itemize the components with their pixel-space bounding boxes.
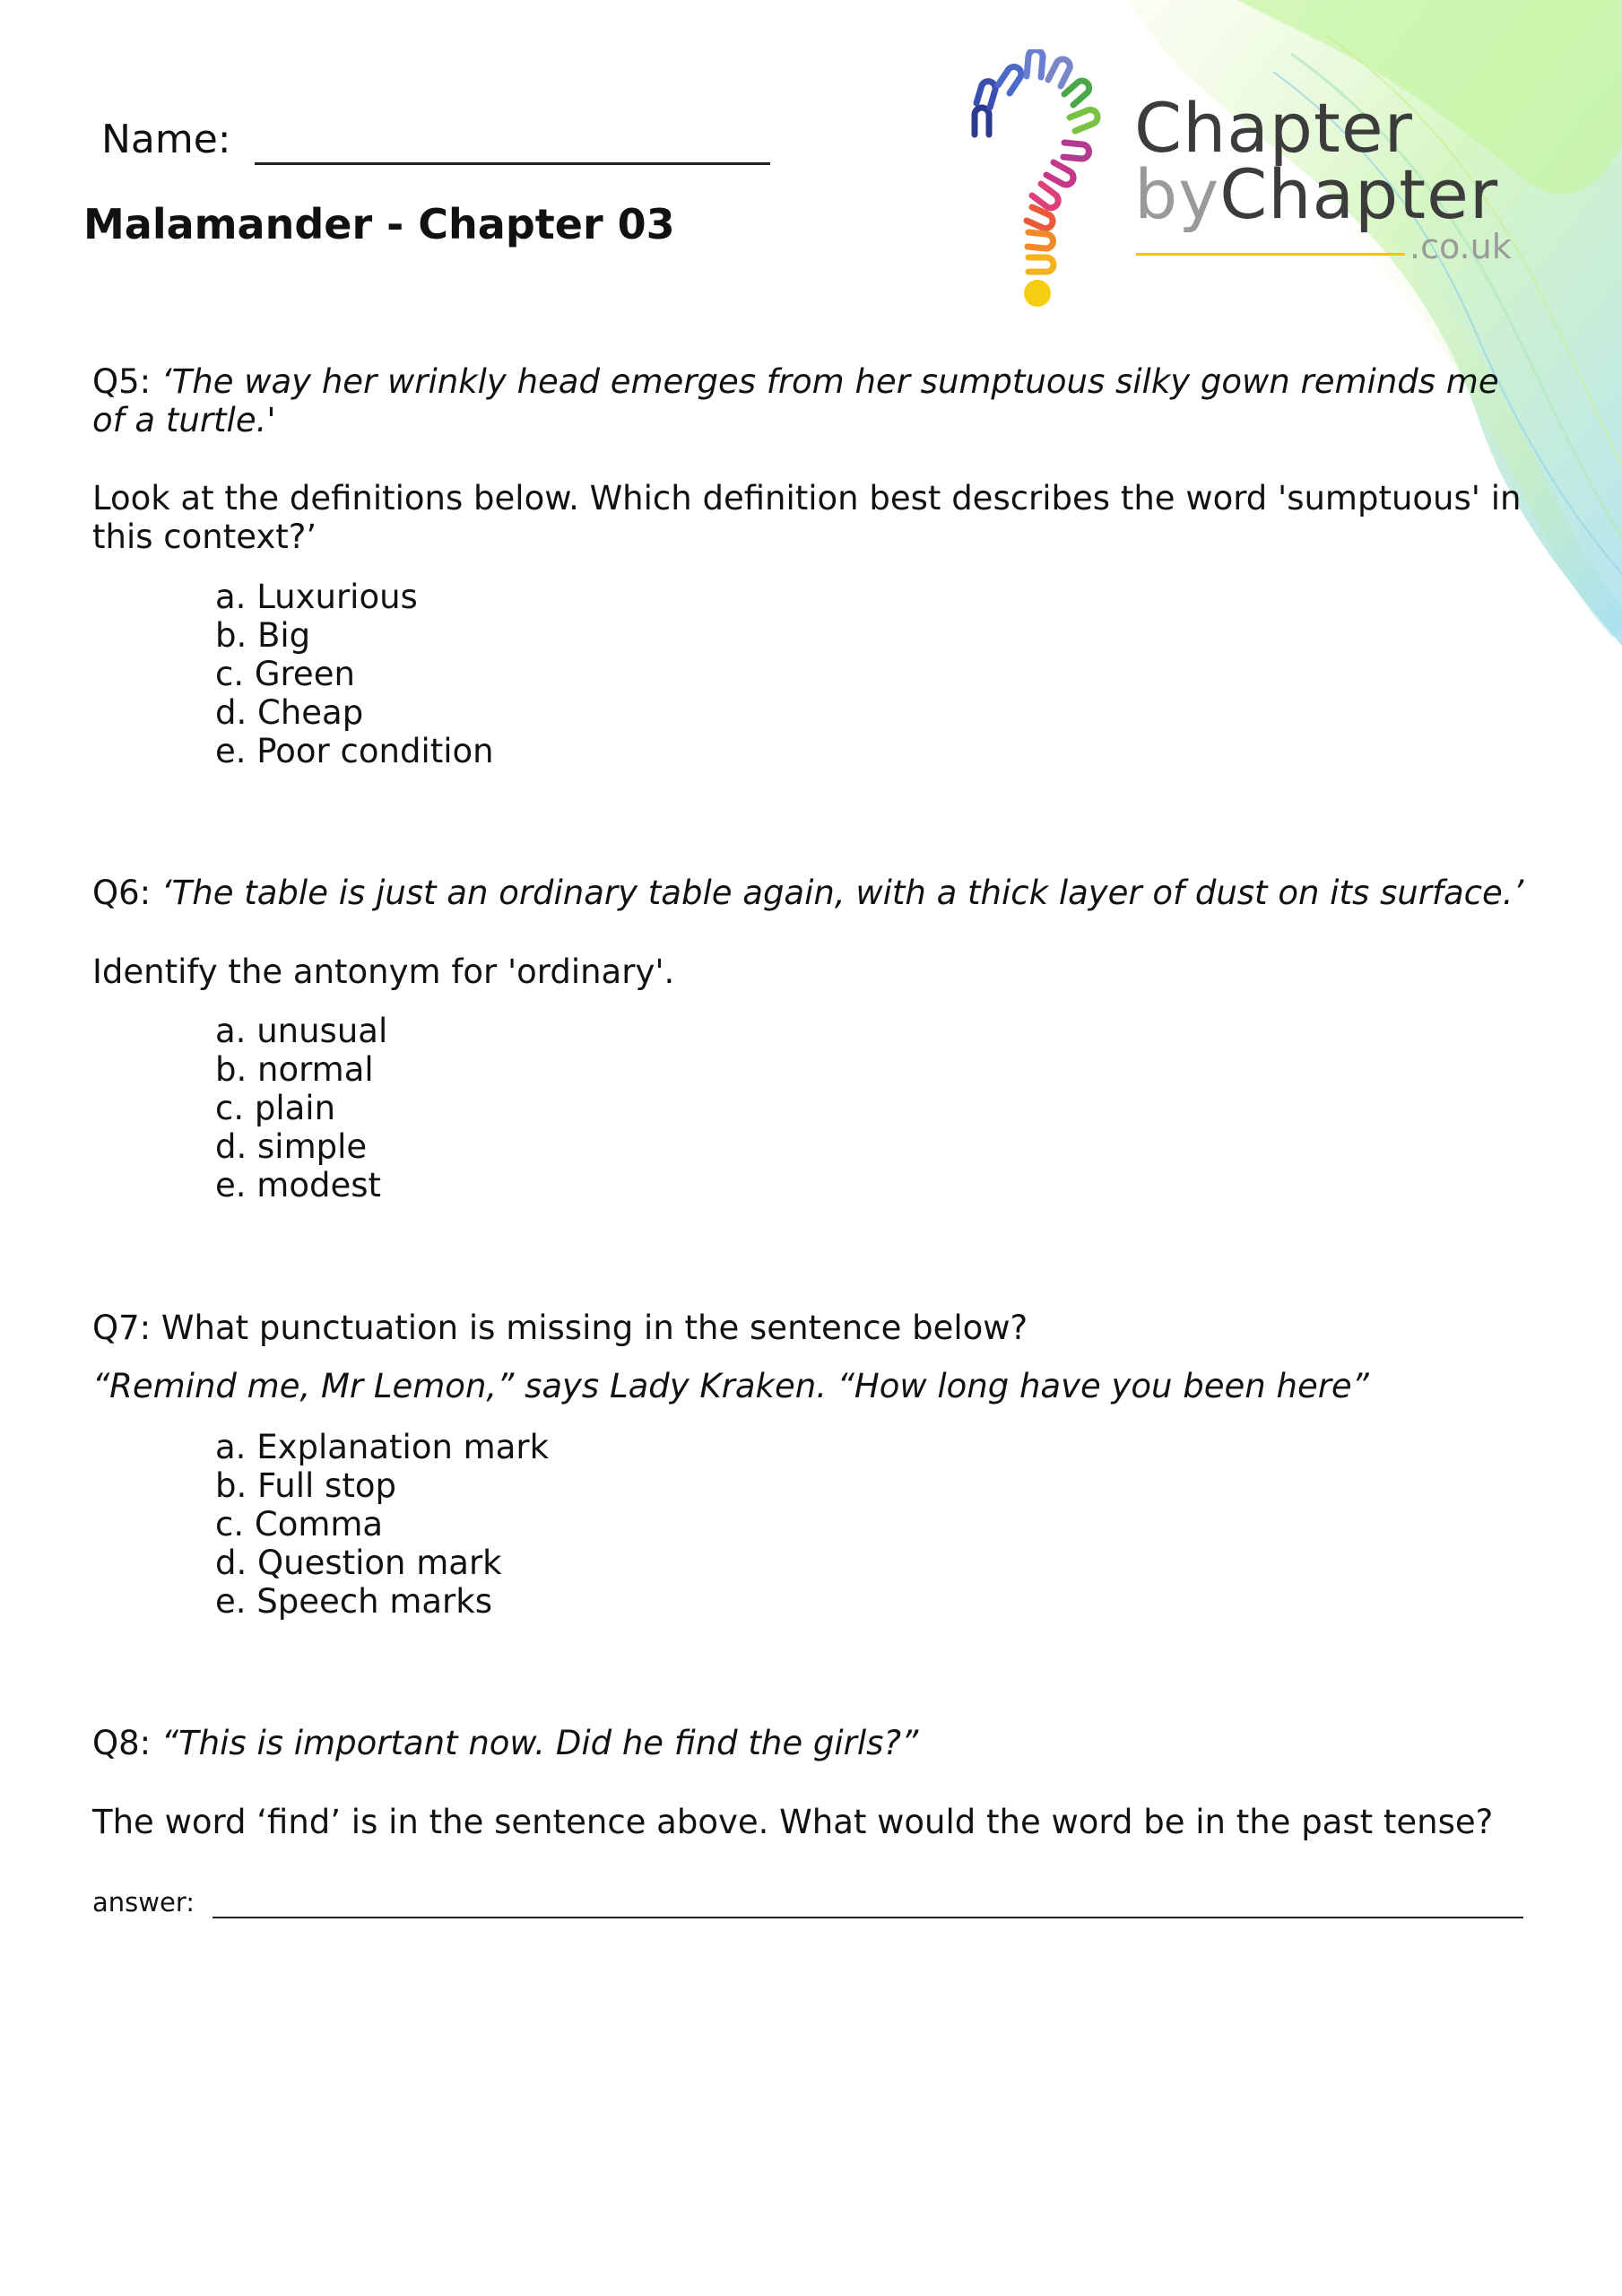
page-title: Malamander - Chapter 03 [83, 200, 675, 248]
logo-wordmark-line2 [1134, 154, 1499, 234]
question-quote: ‘The table is just an ordinary table again, with a thick layer of dust on its surface.’ [160, 874, 1524, 912]
question-7-quote: “Remind me, Mr Lemon,” says Lady Kraken. “How long have you been here” [92, 1367, 1369, 1405]
chapter-by-chapter-logo [964, 49, 1538, 318]
question-8-prompt: The word ‘find’ is in the sentence above. What would the word be in the past tense? [92, 1803, 1494, 1841]
logo-by: by [1134, 154, 1220, 234]
option-b[interactable]: b. Full stop [215, 1466, 396, 1505]
question-6-prompt: Identify the antonym for 'ordinary'. [92, 952, 675, 991]
option-e[interactable]: e. Speech marks [215, 1582, 492, 1621]
option-a[interactable]: a. unusual [215, 1012, 388, 1050]
option-a[interactable]: a. Luxurious [215, 578, 418, 616]
name-label: Name: [101, 117, 231, 162]
question-8 [92, 1724, 1527, 1762]
question-5 [92, 362, 1527, 439]
question-number: Q7: [92, 1309, 152, 1347]
logo-domain: .co.uk [1409, 227, 1512, 266]
option-a[interactable]: a. Explanation mark [215, 1428, 550, 1466]
question-7-options [215, 1428, 549, 1621]
answer-label: answer: [92, 1887, 195, 1918]
question-number: Q6: [92, 874, 152, 912]
answer-row [92, 1886, 1523, 1918]
question-number: Q8: [92, 1724, 152, 1762]
option-c[interactable]: c. Green [215, 655, 355, 693]
question-quote: ‘The way her wrinkly head emerges from her sumptuous silky gown reminds me of a turtle.' [92, 362, 1499, 439]
question-number: Q5: [92, 362, 152, 401]
name-input-line[interactable] [255, 117, 770, 165]
question-5-options [215, 578, 494, 770]
option-b[interactable]: b. Big [215, 616, 311, 655]
option-e[interactable]: e. modest [215, 1166, 381, 1205]
logo-chapter: Chapter [1219, 154, 1499, 234]
question-quote: “This is important now. Did he find the girls?” [160, 1724, 919, 1762]
logo-underline [1136, 253, 1405, 256]
question-6-options [215, 1012, 387, 1205]
option-d[interactable]: d. Cheap [215, 693, 364, 732]
logo-wordmark-line1: Chapter [1134, 88, 1413, 168]
question-mark-books-icon [964, 49, 1116, 309]
option-d[interactable]: d. Question mark [215, 1544, 502, 1582]
answer-input-line[interactable] [213, 1890, 1523, 1918]
option-b[interactable]: b. normal [215, 1050, 374, 1089]
option-d[interactable]: d. simple [215, 1127, 368, 1166]
question-5-prompt: Look at the definitions below. Which definition best describes the word 'sumptuous' in this context?’ [92, 479, 1522, 556]
option-c[interactable]: c. Comma [215, 1505, 384, 1544]
option-c[interactable]: c. plain [215, 1089, 336, 1127]
option-e[interactable]: e. Poor condition [215, 732, 494, 770]
question-7 [92, 1309, 1527, 1347]
question-6 [92, 874, 1527, 912]
question-text: What punctuation is missing in the sentence below? [160, 1309, 1028, 1347]
name-field-row [101, 115, 770, 165]
